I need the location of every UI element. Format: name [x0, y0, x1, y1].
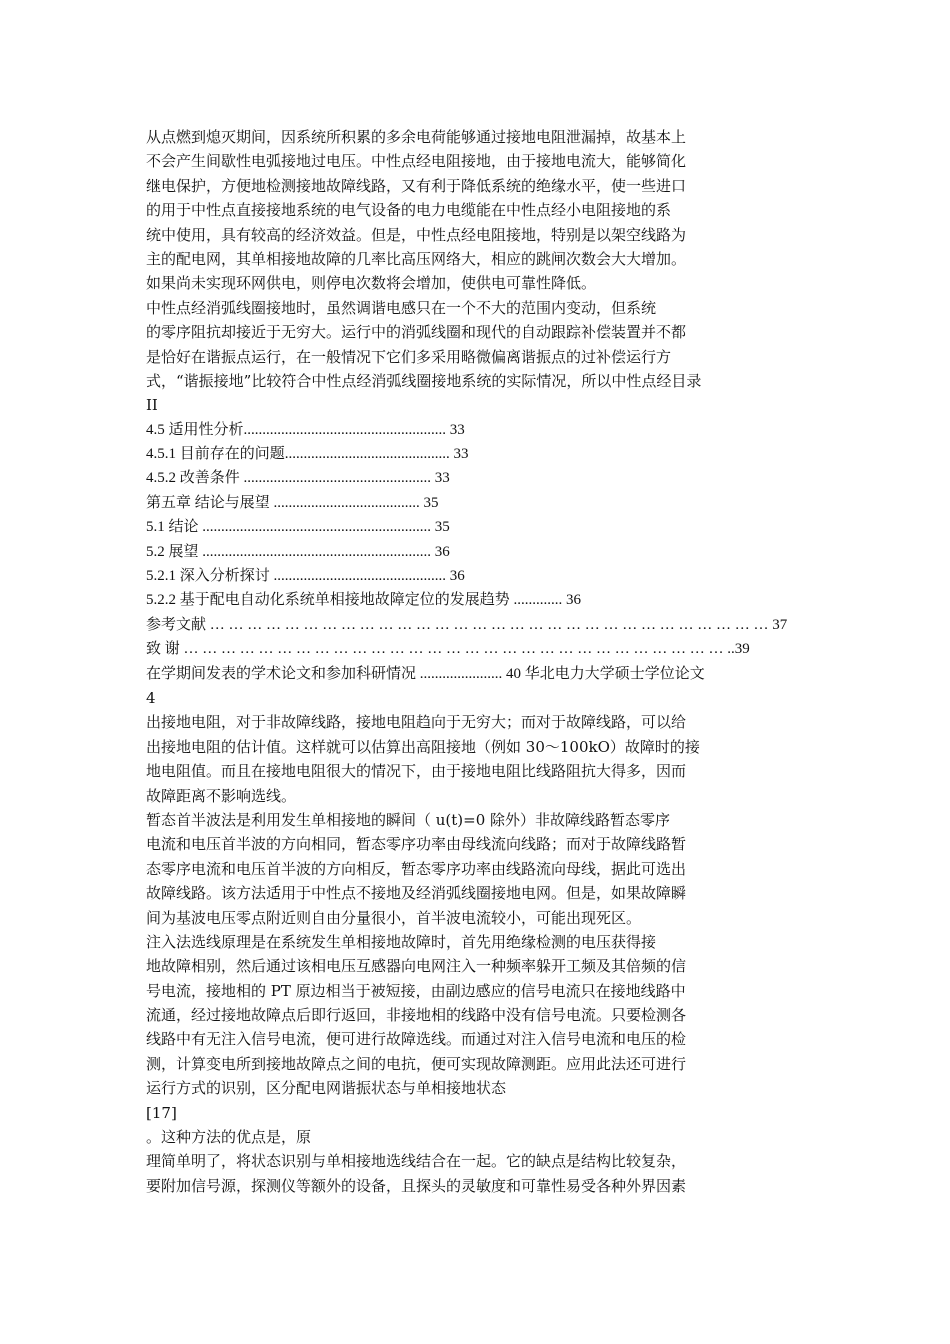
text-line: 的零序阻抗却接近于无穷大。运行中的消弧线圈和现代的自动跟踪补偿装置并不都: [146, 323, 687, 342]
toc-entry: 4.5.2 改善条件 .................................................. 33: [146, 470, 450, 487]
text-line: 中性点经消弧线圈接地时，虽然调谐电感只在一个不大的范围内变动，但系统: [146, 298, 657, 317]
toc-entry: 参考文献 … … … … … … … … … … … … … … … … … … … … … … … … … … … … … … 37: [146, 616, 788, 633]
text-line: 的用于中性点直接接地系统的电气设备的电力电缆能在中性点经小电阻接地的系: [146, 201, 672, 220]
text-line: 号电流，接地相的 PT 原边相当于被短接，由副边感应的信号电流只在接地线路中: [146, 981, 686, 1000]
toc-entry: 5.2 展望 ............................................................. 36: [146, 543, 450, 560]
text-line: 故障距离不影响选线。: [146, 786, 297, 805]
text-line: 态零序电流和电压首半波的方向相反，暂态零序功率由线路流向母线，据此可选出: [146, 859, 687, 878]
text-line: 地故障相别，然后通过该相电压互感器向电网注入一种频率躲开工频及其倍频的信: [146, 957, 687, 976]
page-number: 4: [146, 688, 156, 707]
text-line: 式，“谐振接地”比较符合中性点经消弧线圈接地系统的实际情况，所以中性点经目录: [146, 371, 702, 390]
text-line: 统中使用，具有较高的经济效益。但是，中性点经电阻接地，特别是以架空线路为: [146, 225, 687, 244]
text-line: 注入法选线原理是在系统发生单相接地故障时，首先用绝缘检测的电压获得接: [146, 932, 657, 951]
text-line: 地电阻值。而且在接地电阻很大的情况下，由于接地电阻比线路阻抗大得多，因而: [146, 762, 687, 781]
text-line: 线路中有无注入信号电流，便可进行故障选线。而通过对注入信号电流和电压的检: [146, 1030, 687, 1049]
text-line: 暂态首半波法是利用发生单相接地的瞬间（ u(t)=0 除外）非故障线路暂态零序: [146, 810, 671, 829]
text-line: 测，计算变电所到接地故障点之间的电抗，便可实现故障测距。应用此法还可进行: [146, 1054, 687, 1073]
text-line: 继电保护，方便地检测接地故障线路，又有利于降低系统的绝缘水平，使一些进口: [146, 176, 687, 195]
text-line: 如果尚未实现环网供电，则停电次数将会增加，使供电可靠性降低。: [146, 274, 597, 293]
toc-entry: 4.5.1 目前存在的问题............................................ 33: [146, 446, 469, 463]
toc-entry: 第五章 结论与展望 ....................................... 35: [146, 494, 439, 511]
text-line: 。这种方法的优点是，原: [146, 1128, 312, 1147]
text-line: 理简单明了，将状态识别与单相接地选线结合在一起。它的缺点是结构比较复杂，: [146, 1152, 687, 1171]
citation-ref: [17]: [146, 1103, 177, 1122]
toc-entry: 在学期间发表的学术论文和参加科研情况 ...................... 40 华北电力大学硕士学位论文: [146, 665, 705, 682]
toc-entry: 4.5 适用性分析...................................................... 33: [146, 421, 465, 438]
text-line: 电流和电压首半波的方向相同，暂态零序功率由母线流向线路；而对于故障线路暂: [146, 835, 687, 854]
toc-entry: 5.2.2 基于配电自动化系统单相接地故障定位的发展趋势 ............. 36: [146, 592, 582, 609]
toc-entry: 致 谢 … … … … … … … … … … … … … … … … … … … … … … … … … … … … … ..39: [146, 641, 750, 658]
text-line: 间为基波电压零点附近则自由分量很小，首半波电流较小，可能出现死区。: [146, 908, 642, 927]
toc-entry: 5.1 结论 ............................................................. 35: [146, 519, 450, 536]
text-line: 不会产生间歇性电弧接地过电压。中性点经电阻接地，由于接地电流大，能够简化: [146, 152, 687, 171]
text-line: 运行方式的识别，区分配电网谐振状态与单相接地状态: [146, 1079, 507, 1098]
text-line: 出接地电阻的估计值。这样就可以估算出高阻接地（例如 30～100kO）故障时的接: [146, 737, 700, 756]
text-line: 要附加信号源，探测仪等额外的设备，且探头的灵敏度和可靠性易受各种外界因素: [146, 1176, 687, 1195]
text-line: 流通，经过接地故障点后即行返回，非接地相的线路中没有信号电流。只要检测各: [146, 1006, 687, 1025]
toc-entry: 5.2.1 深入分析探讨 .............................................. 36: [146, 568, 465, 585]
text-line: 主的配电网，其单相接地故障的几率比高压网络大，相应的跳闸次数会大大增加。: [146, 249, 687, 268]
text-line: 故障线路。该方法适用于中性点不接地及经消弧线圈接地电网。但是，如果故障瞬: [146, 884, 687, 903]
text-line: 从点燃到熄灭期间，因系统所积累的多余电荷能够通过接地电阻泄漏掉，故基本上: [146, 128, 687, 146]
body-text: [146, 125, 796, 1198]
page-number: II: [146, 396, 158, 415]
text-line: 出接地电阻，对于非故障线路，接地电阻趋向于无穷大；而对于故障线路，可以给: [146, 713, 687, 732]
text-line: 是恰好在谐振点运行，在一般情况下它们多采用略微偏离谐振点的过补偿运行方: [146, 347, 672, 366]
